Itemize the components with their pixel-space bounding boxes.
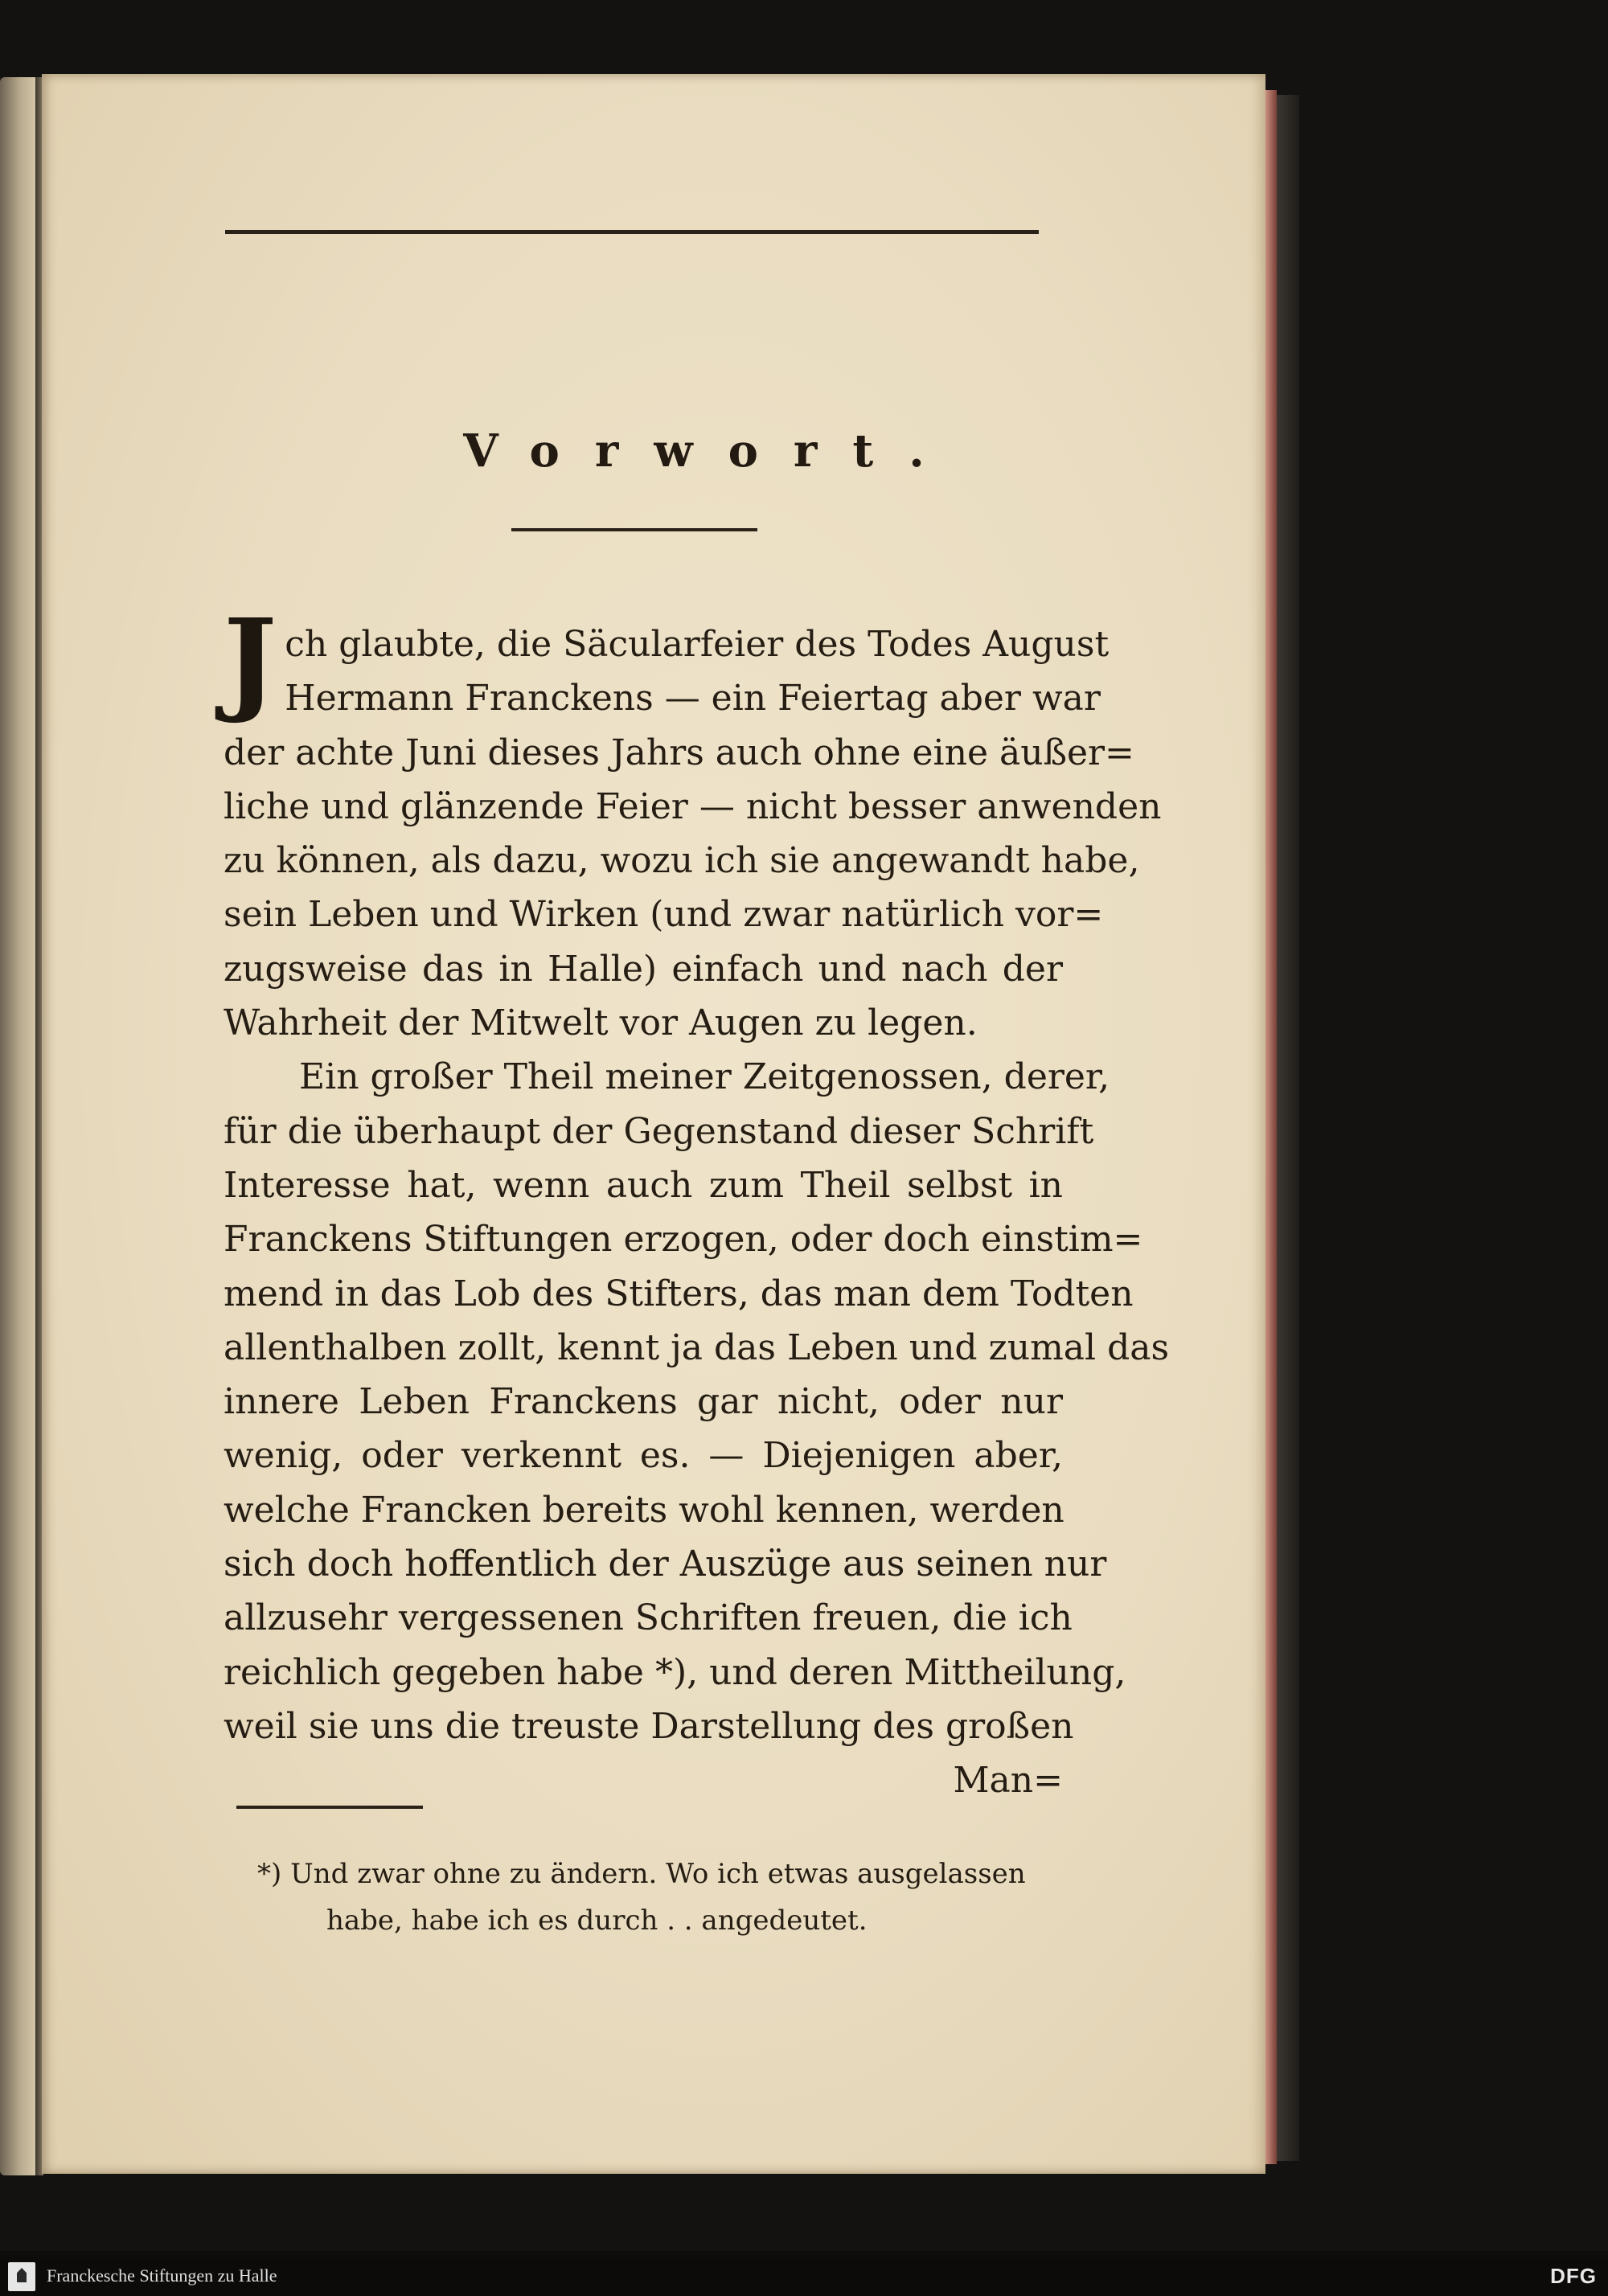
text-line: Hermann Franckens — ein Feiertag aber war [285, 678, 1101, 720]
text-line: Wahrheit der Mitwelt vor Augen zu legen. [224, 1002, 978, 1044]
text-line: für die überhaupt der Gegenstand dieser Schrift [224, 1110, 1094, 1152]
footnote-line: habe, habe ich es durch . . angedeutet. [326, 1904, 868, 1937]
cover-board [1277, 95, 1299, 2161]
text-line: zugsweise das in Halle) einfach und nach der [224, 948, 1063, 990]
body-text [224, 595, 1170, 1808]
paragraph-2 [224, 1050, 1170, 1807]
page-edge-red [1265, 90, 1277, 2164]
text-line: ch glaubte, die Säcularfeier des Todes August [285, 624, 1110, 665]
institution-logo-icon [8, 2262, 35, 2291]
footnote-rule [236, 1806, 423, 1809]
title-rule [511, 528, 757, 531]
header-rule [225, 230, 1039, 234]
text-line: mend in das Lob des Stifters, das man dem Todten [224, 1273, 1134, 1314]
page-title: Vorwort. [463, 424, 960, 478]
text-line: weil sie uns die treuste Darstellung des großen [224, 1705, 1074, 1747]
text-line: sein Leben und Wirken (und zwar natürlich vor= [224, 894, 1104, 936]
text-line: der achte Juni dieses Jahrs auch ohne eine äußer= [224, 732, 1134, 773]
footnote [257, 1851, 1064, 1944]
dfg-logo: DFG [1550, 2264, 1597, 2288]
drop-cap: J [224, 595, 277, 727]
left-page-edge [0, 77, 37, 2175]
text-line: allzusehr vergessenen Schriften freuen, die ich [224, 1597, 1073, 1639]
text-line: Ein großer Theil meiner Zeitgenossen, derer, [299, 1056, 1110, 1098]
text-line: reichlich gegeben habe *), und deren Mittheilung, [224, 1651, 1126, 1693]
institution-name: Franckesche Stiftungen zu Halle [47, 2265, 277, 2286]
text-line: Franckens Stiftungen erzogen, oder doch einstim= [224, 1219, 1143, 1261]
footnote-line: *) Und zwar ohne zu ändern. Wo ich etwas ausgelassen [257, 1858, 1026, 1890]
viewer-footer [0, 2257, 1608, 2296]
text-line: welche Francken bereits wohl kennen, werden [224, 1489, 1064, 1531]
text-line: wenig, oder verkennt es. — Diejenigen aber, [224, 1435, 1063, 1477]
text-line: zu können, als dazu, wozu ich sie angewandt habe, [224, 840, 1140, 882]
text-line: allenthalben zollt, kennt ja das Leben und zumal das [224, 1326, 1170, 1368]
text-line: sich doch hoffentlich der Auszüge aus seinen nur [224, 1544, 1107, 1585]
paragraph-1 [224, 595, 1162, 1050]
text-line: innere Leben Franckens gar nicht, oder nur [224, 1381, 1063, 1423]
catchword: Man= [953, 1760, 1063, 1802]
text-line: Interesse hat, wenn auch zum Theil selbst in [224, 1164, 1063, 1206]
text-line: liche und glänzende Feier — nicht besser anwenden [224, 785, 1162, 827]
